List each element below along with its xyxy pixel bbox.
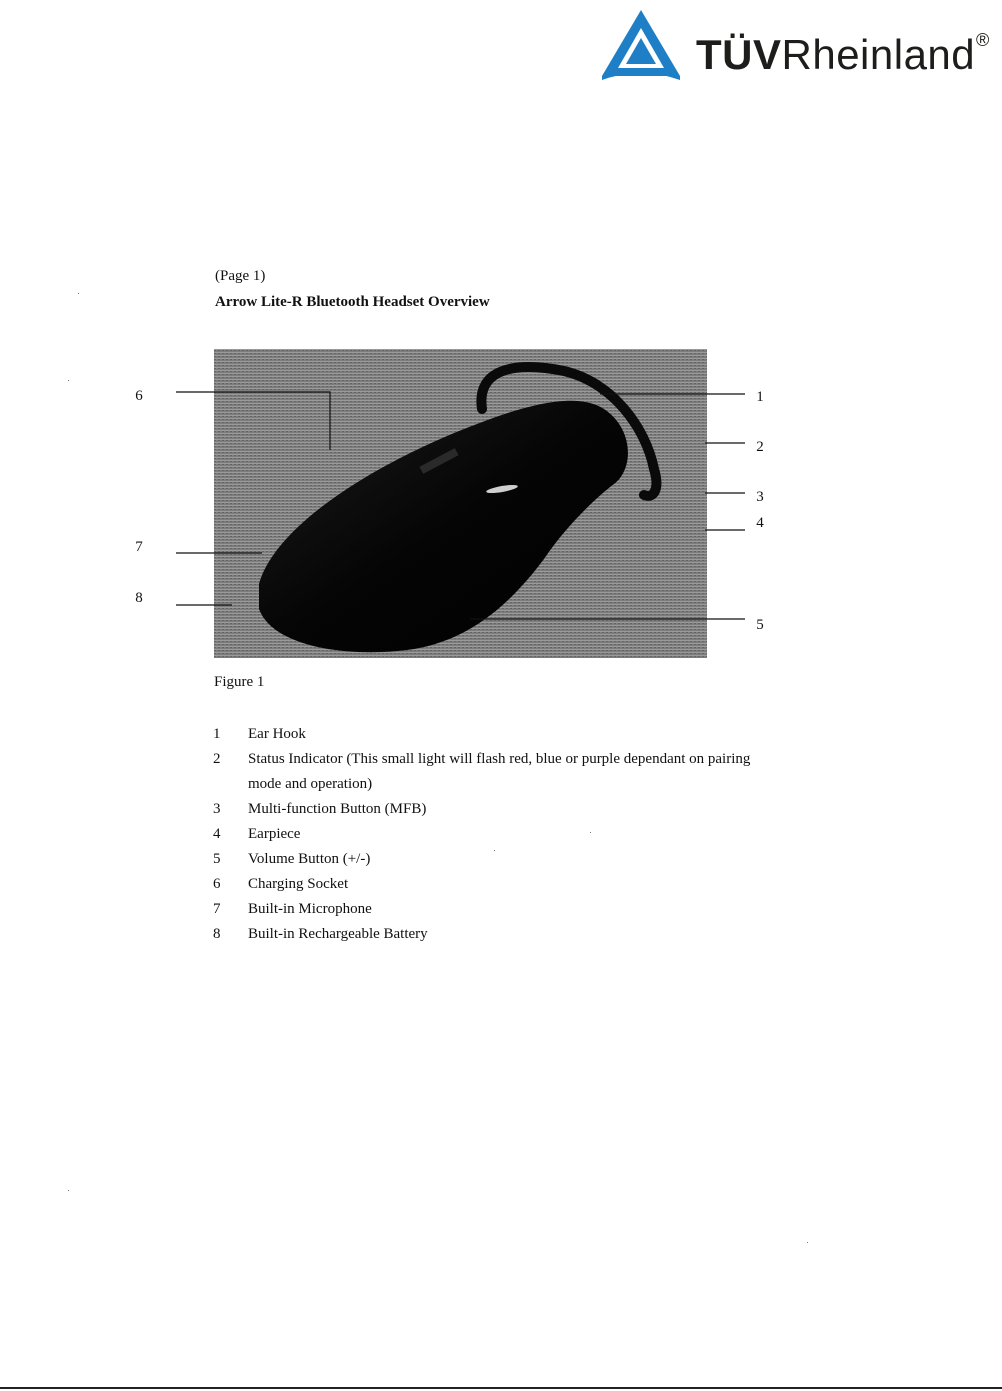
callout-7: 7 xyxy=(135,539,143,555)
figure-caption: Figure 1 xyxy=(214,674,265,690)
callout-5: 5 xyxy=(756,617,764,633)
scan-speck xyxy=(807,1242,808,1243)
registered-mark: ® xyxy=(976,30,990,50)
legend-num: 3 xyxy=(213,801,221,817)
legend-text: Multi-function Button (MFB) xyxy=(248,801,427,817)
legend-item xyxy=(212,797,772,822)
legend-item xyxy=(212,822,772,847)
callout-1: 1 xyxy=(756,389,764,405)
scan-speck xyxy=(68,380,69,381)
scan-speck xyxy=(78,293,79,294)
legend-num: 1 xyxy=(213,726,221,742)
triangle-logo-icon xyxy=(600,8,682,80)
legend-text: Earpiece xyxy=(248,826,301,842)
legend-item xyxy=(212,747,772,797)
legend-item xyxy=(212,847,772,872)
legend-item xyxy=(212,872,772,897)
callout-4: 4 xyxy=(756,515,764,531)
page-label: (Page 1) xyxy=(215,268,266,284)
scan-speck xyxy=(590,832,591,833)
page-title: Arrow Lite-R Bluetooth Headset Overview xyxy=(215,294,490,310)
legend-item xyxy=(212,922,772,947)
legend-num: 8 xyxy=(213,926,221,942)
footer-rule xyxy=(0,1387,1002,1389)
legend-num: 4 xyxy=(213,826,221,842)
scan-speck xyxy=(494,850,495,851)
headset-photo xyxy=(214,349,707,658)
callout-8: 8 xyxy=(135,590,143,606)
legend-num: 6 xyxy=(213,876,221,892)
callout-6: 6 xyxy=(135,388,143,404)
legend-text: Charging Socket xyxy=(248,876,349,892)
logo-wordmark xyxy=(696,31,976,78)
logo-brand-bold: TÜV xyxy=(696,31,782,78)
legend-item xyxy=(212,722,772,747)
callout-2: 2 xyxy=(756,439,764,455)
callout-3: 3 xyxy=(756,489,764,505)
legend-text: Status Indicator (This small light will flash red, blue or purple dependant on pairing mode and operation) xyxy=(248,751,751,792)
legend-num: 5 xyxy=(213,851,221,867)
logo-brand-regular: Rheinland xyxy=(781,31,976,78)
component-legend xyxy=(212,722,772,947)
legend-item xyxy=(212,897,772,922)
legend-text: Volume Button (+/-) xyxy=(248,851,371,867)
legend-text: Built-in Rechargeable Battery xyxy=(248,926,428,942)
scan-speck xyxy=(68,1190,69,1191)
legend-num: 7 xyxy=(213,901,221,917)
legend-text: Built-in Microphone xyxy=(248,901,372,917)
tuv-rheinland-logo xyxy=(600,8,998,80)
legend-text: Ear Hook xyxy=(248,726,306,742)
legend-num: 2 xyxy=(213,751,221,767)
